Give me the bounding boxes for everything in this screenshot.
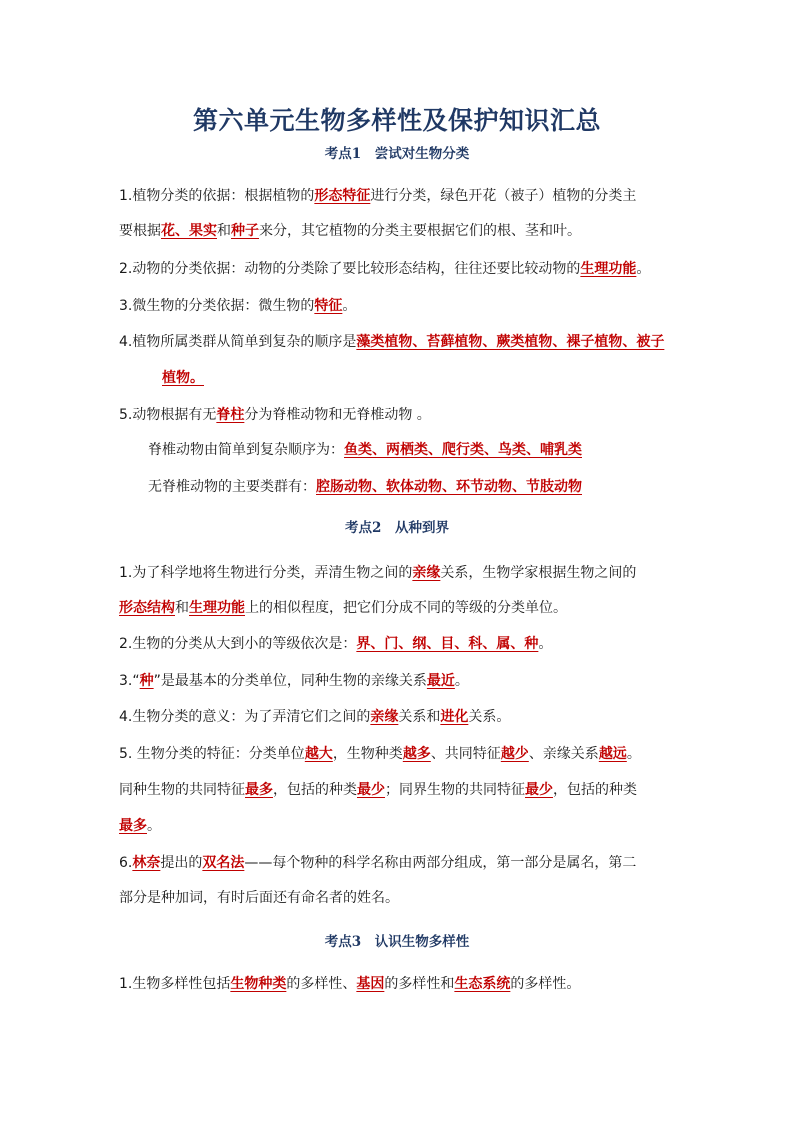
text-segment: 2.生物的分类从大到小的等级依次是： bbox=[119, 636, 357, 652]
key-term: 种 bbox=[139, 673, 154, 689]
key-term: 生理功能 bbox=[580, 261, 637, 277]
key-term: 最少 bbox=[525, 782, 553, 798]
text-line bbox=[119, 671, 469, 691]
key-term: 植物。 bbox=[162, 370, 204, 386]
text-segment: 4.生物分类的意义：为了弄清它们之间的 bbox=[119, 709, 371, 725]
text-line bbox=[119, 888, 399, 908]
text-line bbox=[119, 744, 641, 764]
key-term: 越多 bbox=[402, 746, 431, 762]
key-term: 鱼类、两栖类、爬行类、鸟类、哺乳类 bbox=[344, 442, 582, 458]
key-term: 越少 bbox=[500, 746, 529, 762]
text-segment: 要根据 bbox=[119, 223, 161, 239]
text-segment: 2.动物的分类依据：动物的分类除了要比较形态结构，往往还要比较动物的 bbox=[119, 261, 581, 277]
section-heading-3: 考点3 认识生物多样性 bbox=[324, 934, 470, 950]
key-term: 越远 bbox=[598, 746, 627, 762]
text-segment: 部分是种加词，有时后面还有命名者的姓名。 bbox=[119, 890, 399, 906]
document-title: 第六单元生物多样性及保护知识汇总 bbox=[192, 106, 601, 135]
text-segment: 上的相似程度，把它们分成不同的等级的分类单位。 bbox=[245, 600, 567, 616]
section-heading-1: 考点1 尝试对生物分类 bbox=[324, 146, 470, 162]
text-segment: 3.“ bbox=[119, 673, 140, 689]
text-line bbox=[119, 405, 431, 425]
text-segment: ，包括的种类 bbox=[553, 782, 637, 798]
key-term: 脊柱 bbox=[216, 407, 245, 423]
text-segment: 来分，其它植物的分类主要根据它们的根、茎和叶。 bbox=[259, 223, 581, 239]
key-term: 种子 bbox=[231, 223, 259, 239]
key-term: 生物种类 bbox=[230, 976, 287, 992]
section-heading-2: 考点2 从种到界 bbox=[345, 520, 449, 536]
text-segment: 5. 生物分类的特征：分类单位 bbox=[119, 746, 305, 762]
text-segment: 5.动物根据有无 bbox=[119, 407, 217, 423]
text-segment: 1.生物多样性包括 bbox=[119, 976, 231, 992]
key-term: 特征 bbox=[314, 298, 343, 314]
text-segment: 3.微生物的分类依据：微生物的 bbox=[119, 298, 315, 314]
text-segment: 关系，生物学家根据生物之间的 bbox=[440, 565, 637, 581]
key-term: 生理功能 bbox=[189, 600, 245, 616]
text-segment: 提出的 bbox=[160, 855, 203, 871]
text-line bbox=[148, 477, 582, 497]
text-segment: 4.植物所属类群从简单到复杂的顺序是 bbox=[119, 334, 357, 350]
key-term: 最近 bbox=[426, 673, 455, 689]
key-term: 最少 bbox=[357, 782, 385, 798]
text-segment: 。 bbox=[454, 673, 469, 689]
text-segment: 。 bbox=[147, 818, 161, 834]
key-term: 形态结构 bbox=[119, 600, 175, 616]
text-segment: ；同界生物的共同特征 bbox=[385, 782, 525, 798]
key-term: 进化 bbox=[440, 709, 469, 725]
text-segment: 的多样性。 bbox=[510, 976, 581, 992]
text-segment: 1.植物分类的依据：根据植物的 bbox=[119, 188, 315, 204]
text-segment: 同种生物的共同特征 bbox=[119, 782, 245, 798]
key-term: 藻类植物、苔藓植物、蕨类植物、裸子植物、被子 bbox=[356, 334, 665, 350]
key-term: 亲缘 bbox=[370, 709, 399, 725]
text-segment: 关系。 bbox=[468, 709, 511, 725]
key-term: 形态特征 bbox=[314, 188, 371, 204]
key-term: 林奈 bbox=[132, 855, 161, 871]
text-segment: 和 bbox=[217, 223, 231, 239]
text-segment: 分为脊椎动物和无脊椎动物 。 bbox=[244, 407, 431, 423]
key-term: 最多 bbox=[245, 782, 273, 798]
key-term: 界、门、纲、目、科、属、种 bbox=[356, 636, 539, 652]
key-term: 生态系统 bbox=[454, 976, 511, 992]
text-segment: 、亲缘关系 bbox=[528, 746, 599, 762]
text-segment: 的多样性、 bbox=[286, 976, 357, 992]
text-segment: ——每个物种的科学名称由两部分组成，第一部分是属名，第二 bbox=[244, 855, 637, 871]
text-segment: 、共同特征 bbox=[430, 746, 501, 762]
text-line bbox=[162, 368, 204, 388]
text-segment: 的多样性和 bbox=[384, 976, 455, 992]
text-line bbox=[119, 634, 552, 654]
text-segment: 。 bbox=[538, 636, 553, 652]
text-line bbox=[148, 440, 582, 460]
key-term: 最多 bbox=[119, 818, 147, 834]
text-segment: ”是最基本的分类单位，同种生物的亲缘关系 bbox=[153, 673, 427, 689]
text-segment: 1.为了科学地将生物进行分类，弄清生物之间的 bbox=[119, 565, 413, 581]
text-segment: 无脊椎动物的主要类群有： bbox=[148, 479, 316, 495]
key-term: 越大 bbox=[304, 746, 333, 762]
text-line bbox=[119, 974, 580, 994]
key-term: 花、果实 bbox=[161, 223, 217, 239]
text-line bbox=[119, 707, 510, 727]
text-segment: 脊椎动物由简单到复杂顺序为： bbox=[148, 442, 344, 458]
text-segment: 。 bbox=[636, 261, 651, 277]
key-term: 基因 bbox=[356, 976, 385, 992]
text-segment: 。 bbox=[342, 298, 357, 314]
key-term: 双名法 bbox=[202, 855, 245, 871]
text-segment: 6. bbox=[119, 855, 133, 871]
text-line bbox=[119, 853, 636, 873]
text-line bbox=[119, 563, 636, 583]
text-line bbox=[119, 780, 637, 800]
text-line bbox=[119, 296, 356, 316]
text-line bbox=[119, 332, 664, 352]
text-segment: ，生物种类 bbox=[332, 746, 403, 762]
text-line bbox=[119, 186, 636, 206]
key-term: 腔肠动物、软体动物、环节动物、节肢动物 bbox=[316, 479, 582, 495]
text-line bbox=[119, 259, 650, 279]
text-segment: ，包括的种类 bbox=[273, 782, 357, 798]
key-term: 亲缘 bbox=[412, 565, 441, 581]
text-line bbox=[119, 598, 567, 618]
text-segment: 进行分类，绿色开花（被子）植物的分类主 bbox=[370, 188, 637, 204]
text-line bbox=[119, 816, 161, 836]
text-segment: 和 bbox=[175, 600, 189, 616]
text-segment: 关系和 bbox=[398, 709, 441, 725]
text-line bbox=[119, 221, 581, 241]
text-segment: 。 bbox=[626, 746, 641, 762]
